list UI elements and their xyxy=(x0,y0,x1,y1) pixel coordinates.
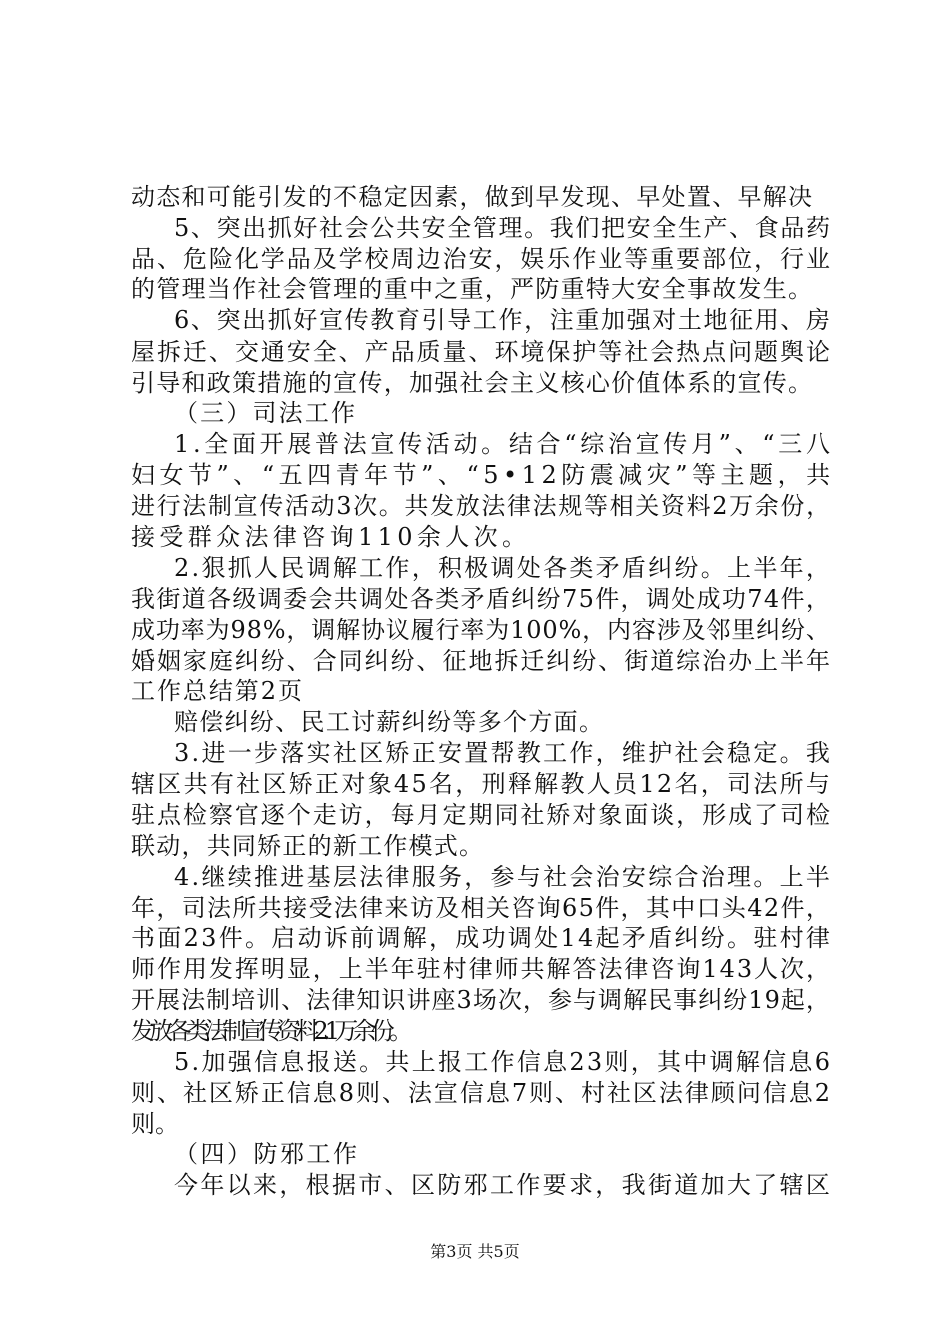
text-line xyxy=(0,614,950,646)
text-line xyxy=(0,1015,950,1047)
text-line-content: 联动，共同矫正的新工作模式。 xyxy=(131,832,485,860)
text-line-content: 动态和可能引发的不稳定因素，做到早发现、早处置、早解决 xyxy=(131,183,814,211)
text-line-content: 驻点检察官逐个走访，每月定期同社矫对象面谈，形成了司检 xyxy=(131,801,832,829)
text-line xyxy=(0,521,950,553)
text-line xyxy=(0,706,950,738)
page-footer: 第3页 共5页 xyxy=(430,1242,520,1261)
text-line xyxy=(0,675,950,707)
text-line-content: 4.继续推进基层法律服务，参与社会治安综合治理。上半 xyxy=(174,863,833,891)
text-line-content: 接受群众法律咨询110余人次。 xyxy=(131,523,531,551)
text-line-content: （四）防邪工作 xyxy=(174,1140,360,1168)
text-line xyxy=(0,583,950,615)
text-line-content: 3.进一步落实社区矫正安置帮教工作，维护社会稳定。我 xyxy=(174,739,833,767)
text-line-content: 赔偿纠纷、民工讨薪纠纷等多个方面。 xyxy=(174,708,605,736)
text-line xyxy=(0,861,950,893)
text-line-content: 发放各类法制宣传资料2.1万余份。 xyxy=(131,1017,408,1045)
text-line xyxy=(0,459,950,491)
text-line-content: 开展法制培训、法律知识讲座3场次，参与调解民事纠纷19起， xyxy=(131,986,831,1014)
text-line-content: 师作用发挥明显，上半年驻村律师共解答法律咨询143人次， xyxy=(131,955,832,983)
text-line-content: 引导和政策措施的宣传，加强社会主义核心价值体系的宣传。 xyxy=(131,369,814,397)
text-line xyxy=(0,212,950,244)
text-line xyxy=(0,273,950,305)
text-line xyxy=(0,1138,950,1170)
text-line xyxy=(0,181,950,213)
text-line xyxy=(0,922,950,954)
text-line-content: 2.狠抓人民调解工作，积极调处各类矛盾纠纷。上半年， xyxy=(174,554,833,582)
text-line-content: 我街道各级调委会共调处各类矛盾纠纷75件，调处成功74件， xyxy=(131,585,832,613)
text-line xyxy=(0,1077,950,1109)
text-line xyxy=(0,367,950,399)
text-line-content: 屋拆迁、交通安全、产品质量、环境保护等社会热点问题舆论 xyxy=(131,338,832,366)
text-line xyxy=(0,984,950,1016)
text-line-content: 品、危险化学品及学校周边治安，娱乐作业等重要部位，行业 xyxy=(131,245,832,273)
text-line-content: 今年以来，根据市、区防邪工作要求，我街道加大了辖区 xyxy=(174,1171,833,1199)
text-line xyxy=(0,799,950,831)
text-line xyxy=(0,1169,950,1201)
text-line-content: 年，司法所共接受法律来访及相关咨询65件，其中口头42件， xyxy=(131,894,832,922)
text-line xyxy=(0,243,950,275)
text-line xyxy=(0,953,950,985)
text-line xyxy=(0,428,950,460)
text-line xyxy=(0,552,950,584)
text-line-content: 进行法制宣传活动3次。共发放法律法规等相关资料2万余份， xyxy=(131,492,832,520)
text-line xyxy=(0,397,950,429)
text-line xyxy=(0,336,950,368)
text-line-content: 的管理当作社会管理的重中之重，严防重特大安全事故发生。 xyxy=(131,275,814,303)
text-line-content: 书面23件。启动诉前调解，成功调处14起矛盾纠纷。驻村律 xyxy=(131,924,833,952)
text-line-content: 工作总结第2页 xyxy=(131,677,304,705)
text-line-content: 5、突出抓好社会公共安全管理。我们把安全生产、食品药 xyxy=(174,214,832,242)
text-line xyxy=(0,1046,950,1078)
text-line xyxy=(0,737,950,769)
text-line-content: 婚姻家庭纠纷、合同纠纷、征地拆迁纠纷、街道综治办上半年 xyxy=(131,647,832,675)
text-line-content: 辖区共有社区矫正对象45名，刑释解教人员12名，司法所与 xyxy=(131,770,833,798)
text-line xyxy=(0,1108,950,1140)
text-line-content: 则。 xyxy=(131,1110,179,1138)
text-line xyxy=(0,490,950,522)
text-line-content: 成功率为98%，调解协议履行率为100%，内容涉及邻里纠纷、 xyxy=(131,616,831,644)
text-line xyxy=(0,892,950,924)
text-line xyxy=(0,645,950,677)
text-line-content: 5.加强信息报送。共上报工作信息23则，其中调解信息6 xyxy=(174,1048,833,1076)
text-line-content: 6、突出抓好宣传教育引导工作，注重加强对土地征用、房 xyxy=(174,306,832,334)
text-line-content: 则、社区矫正信息8则、法宣信息7则、村社区法律顾问信息2 xyxy=(131,1079,832,1107)
text-line-content: 1.全面开展普法宣传活动。结合“综治宣传月”、“三八 xyxy=(174,430,834,458)
text-line xyxy=(0,768,950,800)
text-line xyxy=(0,304,950,336)
text-line xyxy=(0,830,950,862)
text-line-content: 妇女节”、“五四青年节”、“5•12防震减灾”等主题，共 xyxy=(131,461,835,489)
text-line-content: （三）司法工作 xyxy=(174,399,358,427)
